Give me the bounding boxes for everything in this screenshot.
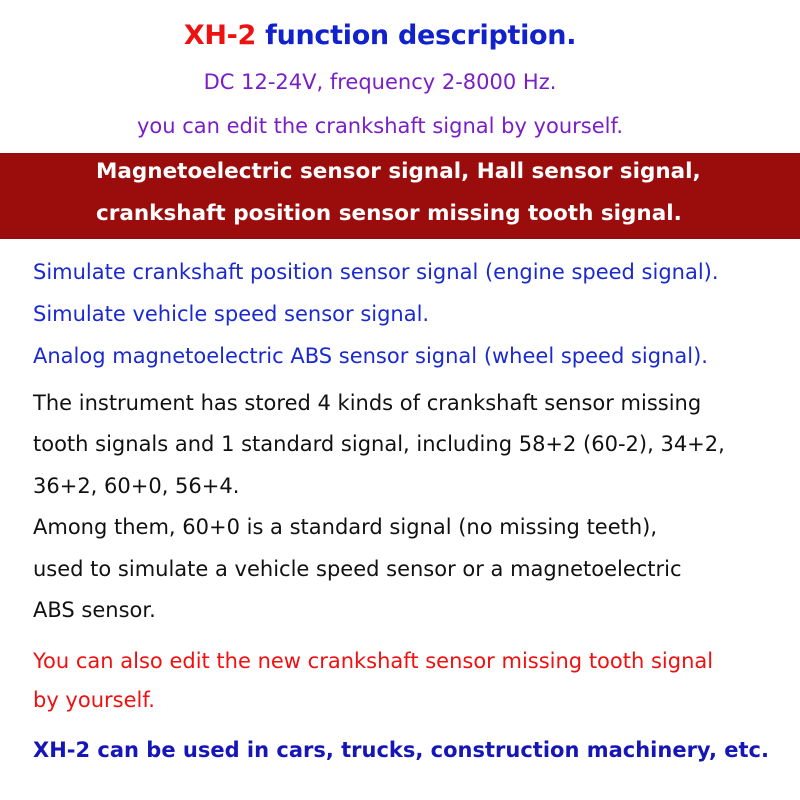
body-line-3: 36+2, 60+0, 56+4.: [33, 474, 240, 498]
feature-crankshaft: Simulate crankshaft position sensor signal (engine speed signal).: [33, 260, 719, 284]
edit-note-line: you can edit the crankshaft signal by yourself.: [136, 114, 624, 138]
body-line-5: used to simulate a vehicle speed sensor or a magnetoelectric: [33, 557, 682, 581]
feature-abs: Analog magnetoelectric ABS sensor signal (wheel speed signal).: [33, 344, 708, 368]
title-text: function description.: [256, 20, 577, 51]
footer-usage: XH-2 can be used in cars, trucks, construction machinery, etc.: [33, 738, 769, 762]
page-title: [0, 20, 760, 51]
specs-line: DC 12-24V, frequency 2-8000 Hz.: [203, 70, 557, 94]
banner-line-2: crankshaft position sensor missing tooth signal.: [96, 201, 682, 226]
banner-line-1: Magnetoelectric sensor signal, Hall sensor signal,: [96, 159, 701, 184]
feature-vehicle-speed: Simulate vehicle speed sensor signal.: [33, 302, 430, 326]
red-note-line-1: You can also edit the new crankshaft sensor missing tooth signal: [33, 649, 714, 673]
red-note-line-2: by yourself.: [33, 688, 155, 712]
body-line-2: tooth signals and 1 standard signal, including 58+2 (60-2), 34+2,: [33, 432, 725, 456]
model-name: XH-2: [183, 20, 257, 51]
signal-types-banner: [0, 153, 800, 239]
body-line-4: Among them, 60+0 is a standard signal (no missing teeth),: [33, 515, 658, 539]
body-line-1: The instrument has stored 4 kinds of crankshaft sensor missing: [33, 391, 702, 415]
body-line-6: ABS sensor.: [33, 598, 156, 622]
